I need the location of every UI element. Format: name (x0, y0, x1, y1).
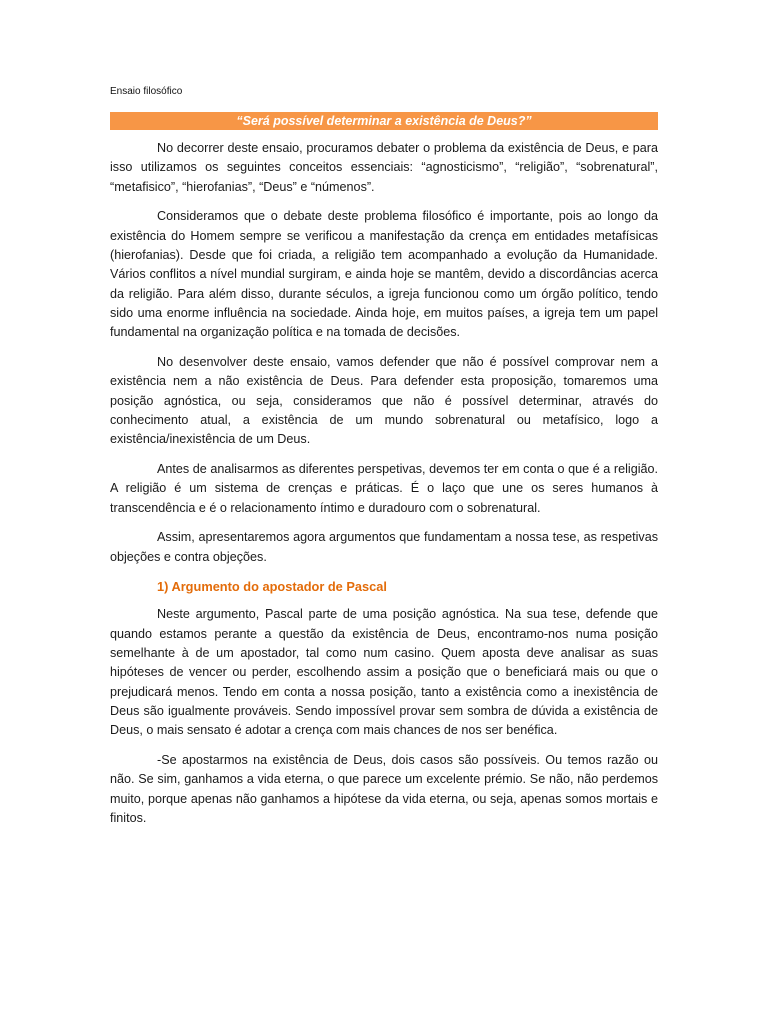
paragraph-section-2: -Se apostarmos na existência de Deus, dois casos são possíveis. Ou temos razão ou não. Se sim, ganhamos a vida eterna, o que parece um excelente prémio. Se não, não perdemos muito, porque apenas não ganhamos a hipótese da vida eterna, ou seja, apenas somos mortais e finitos. (110, 753, 658, 825)
document-label: Ensaio filosófico (110, 86, 183, 97)
section-heading: 1) Argumento do apostador de Pascal (157, 579, 387, 595)
paragraph-intro-2: Consideramos que o debate deste problema filosófico é importante, pois ao longo da existência do Homem sempre se verificou a manifestação da crença em entidades metafísicas (hierofanias). Desde que foi criada, a religião tem acompanhado a evolução da Humanidade. Vários conflitos a nível mundial surgiram, e ainda hoje se mantêm, devido a discordâncias acerca da religião. Para além disso, durante séculos, a igreja funcionou como um órgão político, tendo sido uma enorme influência na sociedade. Ainda hoje, em muitos países, a igreja tem um papel fundamental na organização política e na tomada de decisões. (110, 209, 658, 340)
paragraph-intro-4: Antes de analisarmos as diferentes perspetivas, devemos ter em conta o que é a religião. A religião é um sistema de crenças e práticas. É o laço que une os seres humanos à transcendência e é o relacionamento íntimo e duradouro com o sobrenatural. (110, 461, 658, 515)
paragraph-intro-1: No decorrer deste ensaio, procuramos debater o problema da existência de Deus, e para isso utilizamos os seguintes conceitos essenciais: “agnosticismo”, “religião”, “sobrenatural”, “metafisico”, “hierofanias”, “Deus” e “númenos”. (110, 141, 658, 194)
document-content (110, 85, 658, 839)
paragraph-intro-5: Assim, apresentaremos agora argumentos que fundamentam a nossa tese, as respetivas objeções e contra objeções. (110, 530, 658, 564)
paragraph-section-1: Neste argumento, Pascal parte de uma posição agnóstica. Na sua tese, defende que quando estamos perante a questão da existência de Deus, encontramo-nos numa posição semelhante à de um apostador, tal como num casino. Quem aposta deve analisar as suas hipóteses de vencer ou perder, escolhendo assim a posição que o beneficiará mais ou que o prejudicará menos. Tendo em conta a nossa posição, tanto a existência como a inexistência de Deus são igualmente prováveis. Sendo impossível provar sem sombra de dúvida a existência de Deus, o mais sensato é adotar a crença com mais chances de nos ser benéfica. (110, 607, 658, 738)
paragraph-intro-3: No desenvolver deste ensaio, vamos defender que não é possível comprovar nem a existência nem a não existência de Deus. Para defender esta proposição, tomaremos uma posição agnóstica, ou seja, consideramos que não é possível determinar, através do conhecimento atual, a existência de um mundo sobrenatural ou metafísico, logo a existência/inexistência de um Deus. (110, 354, 658, 447)
document-title: “Será possível determinar a existência de Deus?” (110, 112, 658, 130)
